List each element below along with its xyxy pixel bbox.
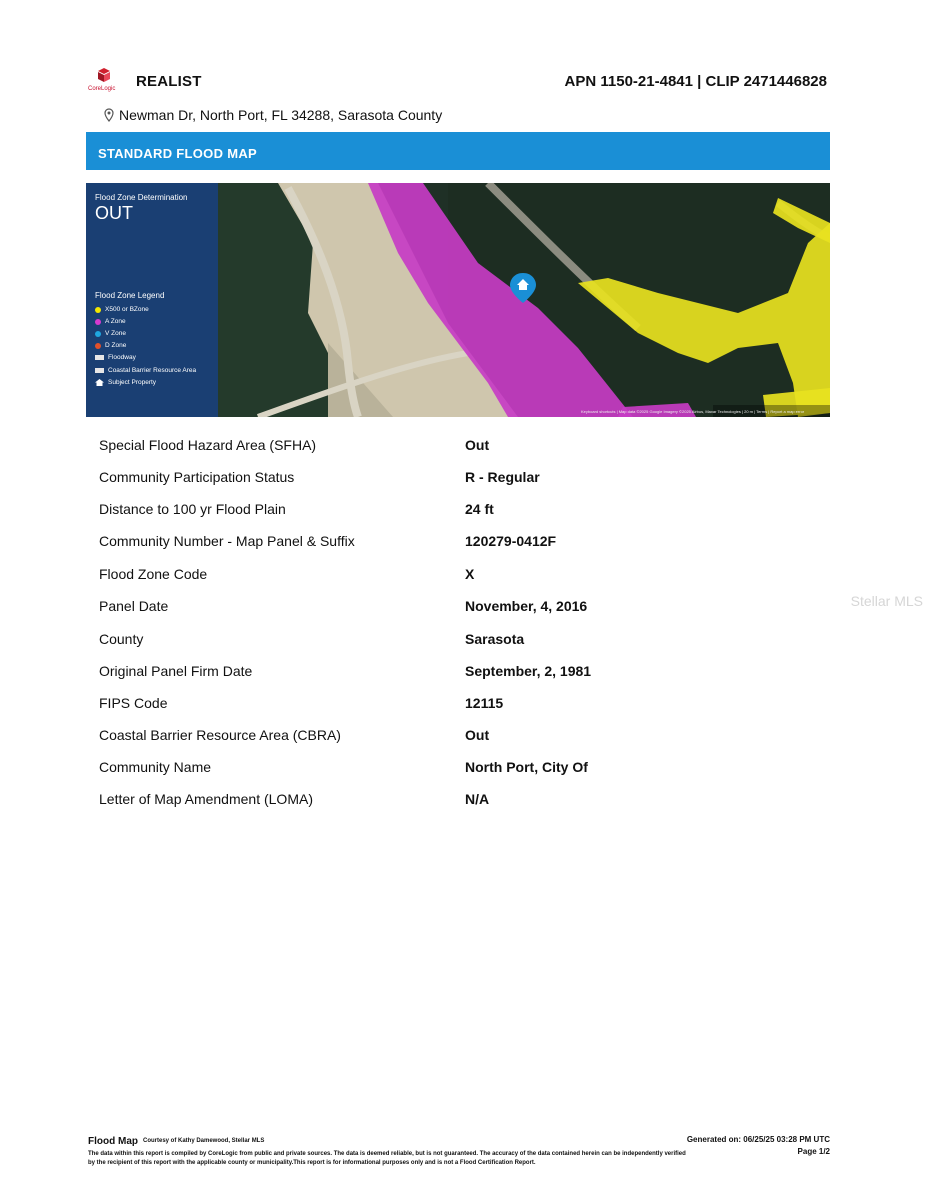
brand-name: REALIST [136,73,202,90]
detail-row-participation [99,469,799,491]
detail-label: Coastal Barrier Resource Area (CBRA) [99,727,341,743]
map-pin-icon [104,108,114,122]
legend-item-x500: X500 or BZone [95,306,149,313]
footer-courtesy: Courtesy of Kathy Damewood, Stellar MLS [143,1138,265,1144]
apn-clip: APN 1150-21-4841 | CLIP 2471446828 [564,73,827,90]
detail-label: Flood Zone Code [99,566,208,582]
detail-label: Community Participation Status [99,469,295,485]
flood-zone-determination-label: Flood Zone Determination [95,193,188,202]
detail-label: Panel Date [99,598,169,614]
detail-row-distance [99,501,799,523]
legend-item-a-zone: A Zone [95,318,126,325]
map-legend-panel [86,183,218,417]
legend-item-d-zone: D Zone [95,342,126,349]
detail-label: Distance to 100 yr Flood Plain [99,501,286,517]
footer-disclaimer: The data within this report is compiled by CoreLogic from public and private sources. The data is deemed reliable, but is not guaranteed. The accuracy of the data contained herein can be independently verified by the recipient of this report with the applicable county or municipality.This report is for informational purposes only and is not a Flood Certification Report. [88,1151,686,1166]
detail-value: R - Regular [465,469,540,485]
orange-dot-icon [95,343,101,349]
detail-value: North Port, City Of [465,759,588,775]
blue-dot-icon [95,331,101,337]
detail-row-loma [99,791,799,813]
detail-value: 24 ft [465,501,494,517]
logo-text: CoreLogic [88,86,116,92]
detail-row-community-number [99,533,799,555]
detail-row-cbra [99,727,799,749]
detail-row-community-name [99,759,799,781]
detail-label: Community Name [99,759,212,775]
detail-value: September, 2, 1981 [465,663,592,679]
detail-value: 12115 [465,695,504,711]
detail-row-panel-date [99,598,799,620]
satellite-map[interactable] [218,183,830,417]
property-address: Newman Dr, North Port, FL 34288, Sarasota County [119,107,443,123]
detail-row-sfha [99,437,799,459]
magenta-dot-icon [95,319,101,325]
detail-label: Community Number - Map Panel & Suffix [99,533,355,549]
detail-value: Sarasota [465,631,525,647]
map-attribution: Keyboard shortcuts | Map data ©2025 Google Imagery ©2025 Airbus, Maxar Technologies | 20 m | Terms | Report a map error [581,409,805,414]
detail-row-original-firm-date [99,663,799,685]
section-title: STANDARD FLOOD MAP [98,146,257,161]
home-icon [95,379,104,386]
detail-row-county [99,631,799,653]
stellar-mls-watermark: Stellar MLS [850,593,923,609]
yellow-dot-icon [95,307,101,313]
legend-item-floodway: Floodway [95,354,136,361]
legend-title: Flood Zone Legend [95,291,165,300]
detail-row-fips [99,695,799,717]
legend-item-subject-property: Subject Property [95,379,156,386]
flood-map [86,183,830,417]
detail-label: Letter of Map Amendment (LOMA) [99,791,313,807]
address-row [104,107,442,123]
detail-value: 120279-0412F [465,533,557,549]
floodway-swatch-icon [95,355,104,360]
legend-item-cbra: Coastal Barrier Resource Area [95,367,196,374]
detail-label: FIPS Code [99,695,168,711]
detail-value: November, 4, 2016 [465,598,588,614]
flood-zone-determination-value: OUT [95,203,133,223]
detail-value: N/A [465,791,490,807]
footer-title: Flood Map [88,1136,138,1147]
detail-row-flood-zone-code [99,566,799,588]
detail-label: Original Panel Firm Date [99,663,253,679]
detail-label: County [99,631,144,647]
legend-item-v-zone: V Zone [95,330,126,337]
detail-value: Out [465,727,490,743]
detail-value: Out [465,437,490,453]
cbra-swatch-icon [95,368,104,373]
page-number: Page 1/2 [797,1147,830,1156]
detail-value: X [465,566,475,582]
generated-timestamp: Generated on: 06/25/25 03:28 PM UTC [686,1135,830,1144]
detail-label: Special Flood Hazard Area (SFHA) [99,437,317,453]
